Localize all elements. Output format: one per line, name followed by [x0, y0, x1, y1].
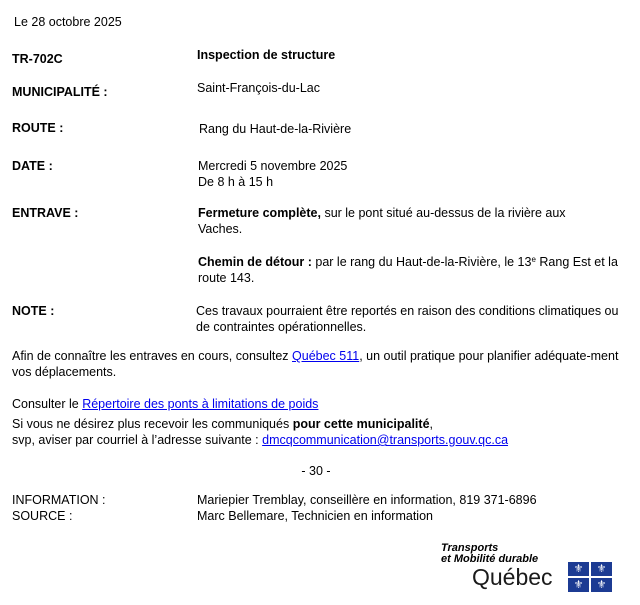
logo-line-1: Transports — [441, 542, 499, 554]
route-value: Rang du Haut-de-la-Rivière — [199, 122, 352, 136]
detour-text: par le rang du Haut-de-la-Rivière, le 13 — [311, 255, 532, 269]
entrave-closure — [198, 205, 608, 237]
date-hours: De 8 h à 15 h — [198, 175, 274, 189]
fleur-de-lis-icon: ⚜ — [591, 578, 612, 592]
information-label: INFORMATION : — [12, 493, 106, 507]
unsubscribe-bold: pour cette municipalité — [292, 417, 430, 431]
fleur-de-lis-icon: ⚜ — [568, 562, 589, 576]
fleur-de-lis-icon: ⚜ — [568, 578, 589, 592]
info-paragraph — [12, 348, 624, 380]
note-label: NOTE : — [12, 304, 55, 318]
date-day: Mercredi 5 novembre 2025 — [198, 159, 348, 173]
document-code: TR-702C — [12, 52, 63, 66]
logo-brand: Québec — [472, 564, 553, 590]
closure-bold: Fermeture complète, — [198, 206, 321, 220]
detour-bold: Chemin de détour : — [198, 255, 312, 269]
repertoire-link[interactable]: Répertoire des ponts à limitations de poids — [82, 397, 319, 411]
fleur-de-lis-icon: ⚜ — [591, 562, 612, 576]
date-line: Le 28 octobre 2025 — [14, 15, 122, 29]
entrave-label: ENTRAVE : — [12, 206, 79, 220]
closure-text: sur le pont situé au-dessus de la rivière aux Vaches. — [198, 206, 566, 236]
date-value — [198, 158, 626, 190]
quebec-511-link[interactable]: Québec 511 — [292, 349, 360, 363]
information-value: Mariepier Tremblay, conseillère en information, 819 371-6896 — [197, 493, 537, 507]
note-value: Ces travaux pourraient être reportés en raison des conditions climatiques ou de contraintes opérationnelles. — [196, 304, 619, 334]
municipalite-value: Saint-François-du-Lac — [197, 81, 320, 95]
unsubscribe-line-1 — [12, 416, 624, 432]
info-text: Afin de connaître les entraves en cours, consultez — [12, 349, 293, 363]
unsubscribe-text: Si vous ne désirez plus recevoir les communiqués — [12, 417, 293, 431]
quebec-flag-icon — [568, 562, 612, 592]
entrave-detour — [198, 254, 626, 286]
municipalite-label: MUNICIPALITÉ : — [12, 85, 108, 99]
source-value: Marc Bellemare, Technicien en information — [197, 509, 433, 523]
repertoire-line — [12, 396, 624, 412]
page-marker: - 30 - — [301, 464, 331, 478]
detour-text-end: Rang Est et la route 143. — [198, 255, 618, 285]
unsubscribe-text-2: svp, aviser par courriel à l’adresse suivante : — [12, 433, 263, 447]
route-label: ROUTE : — [12, 121, 64, 135]
unsubscribe-comma: , — [429, 417, 434, 431]
unsubscribe-line-2 — [12, 432, 624, 448]
logo-line-2: et Mobilité durable — [441, 553, 539, 565]
date-label: DATE : — [12, 159, 53, 173]
source-label: SOURCE : — [12, 509, 73, 523]
email-link[interactable]: dmcqcommunication@transports.gouv.qc.ca — [262, 433, 509, 447]
document-title: Inspection de structure — [197, 48, 336, 62]
detour-superscript: e — [531, 255, 536, 264]
info-text-end: , un outil pratique pour planifier adéquate-ment vos déplacements. — [12, 349, 619, 379]
repertoire-text: Consulter le — [12, 397, 83, 411]
